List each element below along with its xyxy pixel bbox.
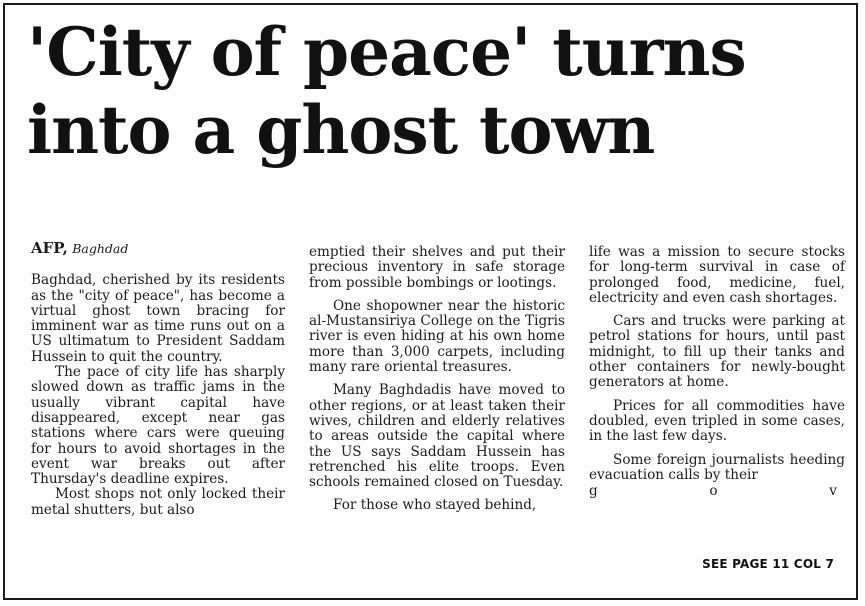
paragraph: For those who stayed behind, xyxy=(333,497,537,514)
paragraph: Some foreign journalists heeding evacuation calls by their xyxy=(589,451,845,483)
spread-letter: o xyxy=(709,483,718,500)
article-column-2 xyxy=(309,245,565,514)
spread-letter: v xyxy=(829,483,837,500)
article-column-1 xyxy=(31,241,285,518)
paragraph: Most shops not only locked their metal shutters, but also xyxy=(31,486,285,518)
paragraph: Baghdad, cherished by its residents as the "city of peace", has become a virtual ghost town bracing for imminent war as time runs out on a US ultimatum to President Saddam Hussein to quit the country. xyxy=(31,272,285,365)
byline-agency: AFP, xyxy=(31,239,68,257)
headline-line-1: 'City of peace' turns xyxy=(27,13,746,91)
paragraph: emptied their shelves and put their precious inventory in safe storage from possible bombings or lootings. xyxy=(309,244,565,291)
byline-place: Baghdad xyxy=(72,241,129,256)
headline-line-2: into a ghost town xyxy=(27,91,655,169)
byline xyxy=(31,241,285,257)
spread-letter: g xyxy=(589,483,598,500)
newspaper-clipping xyxy=(3,3,858,600)
spread-letters xyxy=(589,484,845,499)
paragraph: Cars and trucks were parking at petrol stations for hours, until past midnight, to fill up their tanks and other containers for newly-bought generators at home. xyxy=(589,313,845,391)
paragraph: life was a mission to secure stocks for long-term survival in case of prolonged food, medicine, fuel, electricity and even cash shortages. xyxy=(589,244,845,306)
paragraph: Many Baghdadis have moved to other regions, or at least taken their wives, children and elderly relatives to areas outside the capital where the US says Saddam Hussein has retrenched his elite troops. Even schools remained closed on Tuesday. xyxy=(309,382,565,491)
paragraph: Prices for all commodities have doubled, even tripled in some cases, in the last few days. xyxy=(589,397,845,445)
paragraph: One shopowner near the historic al-Mustansiriya College on the Tigris river is even hiding at his own home more than 3,000 carpets, including many rare oriental treasures. xyxy=(309,297,565,376)
paragraph: The pace of city life has sharply slowed down as traffic jams in the usually vibrant capital have disappeared, except near gas stations where cars were queuing for hours to avoid shortages in the event war breaks out after Thursday's deadline expires. xyxy=(31,364,285,488)
article-column-3 xyxy=(589,245,845,499)
headline xyxy=(27,13,847,169)
continued-on-page-link: SEE PAGE 11 COL 7 xyxy=(702,557,834,571)
